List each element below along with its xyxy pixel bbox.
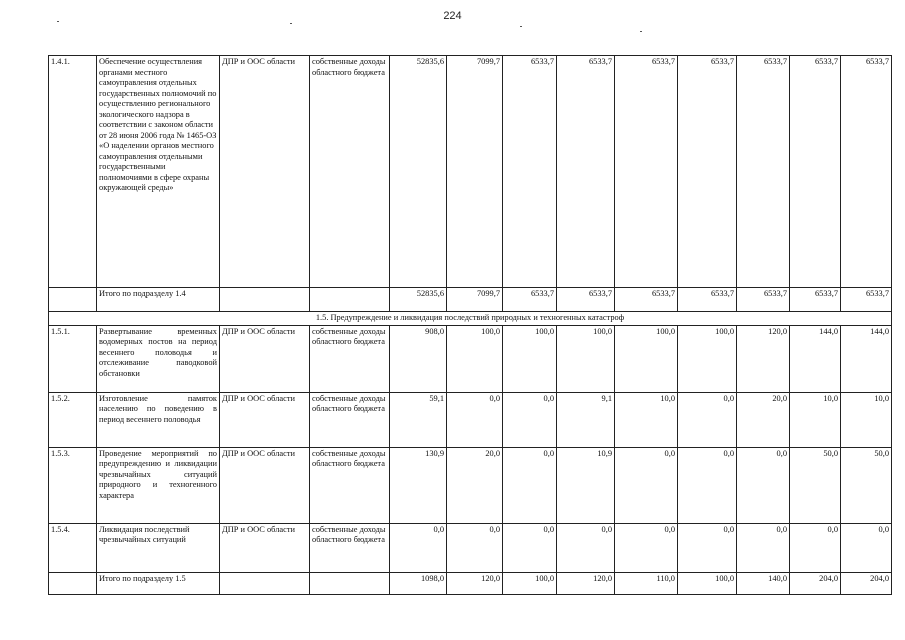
page-number: 224: [443, 10, 462, 22]
row-value: 9,1: [557, 392, 615, 447]
section-title: 1.5. Предупреждение и ликвидация последствий природных и техногенных катастроф: [49, 312, 892, 326]
row-value: 0,0: [503, 447, 557, 523]
row-value: 100,0: [503, 325, 557, 392]
row-name: Обеспечение осуществления органами местного самоуправления отдельных государственных полномочий по осуществлению регионального экологического надзора в соответствии с законом области от 28 июня 2006 года № 1465-ОЗ «О наделении органов местного самоуправления отдельными государственными полномочиями в сфере охраны окружающей среды»: [97, 56, 220, 288]
row-value: 130,9: [390, 447, 447, 523]
row-executor: ДПР и ООС области: [220, 447, 310, 523]
row-value: 0,0: [737, 523, 790, 572]
row-value: 6533,7: [678, 56, 737, 288]
row-value: 0,0: [790, 523, 841, 572]
row-code: 1.5.1.: [49, 325, 97, 392]
row-value: 0,0: [841, 523, 892, 572]
subtotal-label: Итого по подразделу 1.4: [97, 288, 220, 312]
empty-cell: [220, 288, 310, 312]
row-name: Изготовление памяток населению по поведению в период весеннего половодья: [97, 392, 220, 447]
row-value: 20,0: [447, 447, 503, 523]
table-row: [49, 56, 892, 288]
row-value: 100,0: [447, 325, 503, 392]
row-value: 0,0: [615, 523, 678, 572]
subtotal-value: 120,0: [447, 572, 503, 594]
row-name: Проведение мероприятий по предупреждению и ликвидации чрезвычайных ситуаций природного и техногенного характера: [97, 447, 220, 523]
row-value: 6533,7: [557, 56, 615, 288]
row-value: 10,0: [841, 392, 892, 447]
row-value: 100,0: [615, 325, 678, 392]
row-value: 10,9: [557, 447, 615, 523]
row-value: 6533,7: [503, 56, 557, 288]
row-code: 1.5.4.: [49, 523, 97, 572]
row-value: 0,0: [678, 447, 737, 523]
row-value: 0,0: [557, 523, 615, 572]
budget-table: [48, 55, 892, 595]
row-value: 0,0: [447, 523, 503, 572]
row-value: 52835,6: [390, 56, 447, 288]
row-value: 0,0: [678, 523, 737, 572]
row-value: 50,0: [790, 447, 841, 523]
scan-speck: [520, 26, 522, 27]
subtotal-value: 100,0: [503, 572, 557, 594]
subtotal-value: 52835,6: [390, 288, 447, 312]
empty-cell: [310, 572, 390, 594]
row-executor: ДПР и ООС области: [220, 392, 310, 447]
row-value: 59,1: [390, 392, 447, 447]
subtotal-label: Итого по подразделу 1.5: [97, 572, 220, 594]
subtotal-value: 204,0: [790, 572, 841, 594]
row-value: 908,0: [390, 325, 447, 392]
row-value: 6533,7: [737, 56, 790, 288]
row-value: 6533,7: [790, 56, 841, 288]
table-row: [49, 392, 892, 447]
subtotal-value: 6533,7: [737, 288, 790, 312]
row-value: 0,0: [447, 392, 503, 447]
subtotal-row: [49, 288, 892, 312]
subtotal-value: 110,0: [615, 572, 678, 594]
row-source: собственные доходы областного бюджета: [310, 56, 390, 288]
empty-cell: [49, 288, 97, 312]
row-value: 144,0: [841, 325, 892, 392]
section-header-row: [49, 312, 892, 326]
row-value: 0,0: [503, 523, 557, 572]
row-source: собственные доходы областного бюджета: [310, 523, 390, 572]
subtotal-value: 6533,7: [841, 288, 892, 312]
row-name: Ликвидация последствий чрезвычайных ситуаций: [97, 523, 220, 572]
row-value: 10,0: [790, 392, 841, 447]
row-value: 0,0: [503, 392, 557, 447]
row-source: собственные доходы областного бюджета: [310, 392, 390, 447]
row-value: 7099,7: [447, 56, 503, 288]
subtotal-row: [49, 572, 892, 594]
subtotal-value: 6533,7: [557, 288, 615, 312]
row-executor: ДПР и ООС области: [220, 56, 310, 288]
row-value: 0,0: [737, 447, 790, 523]
table-row: [49, 447, 892, 523]
empty-cell: [220, 572, 310, 594]
subtotal-value: 6533,7: [790, 288, 841, 312]
row-executor: ДПР и ООС области: [220, 523, 310, 572]
row-value: 100,0: [557, 325, 615, 392]
subtotal-value: 7099,7: [447, 288, 503, 312]
row-value: 0,0: [615, 447, 678, 523]
row-value: 6533,7: [841, 56, 892, 288]
subtotal-value: 6533,7: [503, 288, 557, 312]
row-value: 144,0: [790, 325, 841, 392]
subtotal-value: 204,0: [841, 572, 892, 594]
row-code: 1.5.2.: [49, 392, 97, 447]
scan-speck: [57, 21, 59, 22]
scan-speck: [640, 31, 642, 32]
subtotal-value: 1098,0: [390, 572, 447, 594]
row-value: 0,0: [390, 523, 447, 572]
row-value: 50,0: [841, 447, 892, 523]
table-row: [49, 523, 892, 572]
row-executor: ДПР и ООС области: [220, 325, 310, 392]
row-value: 10,0: [615, 392, 678, 447]
subtotal-value: 6533,7: [678, 288, 737, 312]
row-source: собственные доходы областного бюджета: [310, 325, 390, 392]
subtotal-value: 140,0: [737, 572, 790, 594]
table-row: [49, 325, 892, 392]
row-source: собственные доходы областного бюджета: [310, 447, 390, 523]
row-value: 20,0: [737, 392, 790, 447]
empty-cell: [49, 572, 97, 594]
scan-speck: [290, 23, 292, 24]
subtotal-value: 120,0: [557, 572, 615, 594]
subtotal-value: 100,0: [678, 572, 737, 594]
row-value: 0,0: [678, 392, 737, 447]
row-value: 120,0: [737, 325, 790, 392]
empty-cell: [310, 288, 390, 312]
row-code: 1.4.1.: [49, 56, 97, 288]
row-name: Развертывание временных водомерных постов на период весеннего половодья и отслеживание паводковой обстановки: [97, 325, 220, 392]
subtotal-value: 6533,7: [615, 288, 678, 312]
row-value: 6533,7: [615, 56, 678, 288]
row-value: 100,0: [678, 325, 737, 392]
row-code: 1.5.3.: [49, 447, 97, 523]
